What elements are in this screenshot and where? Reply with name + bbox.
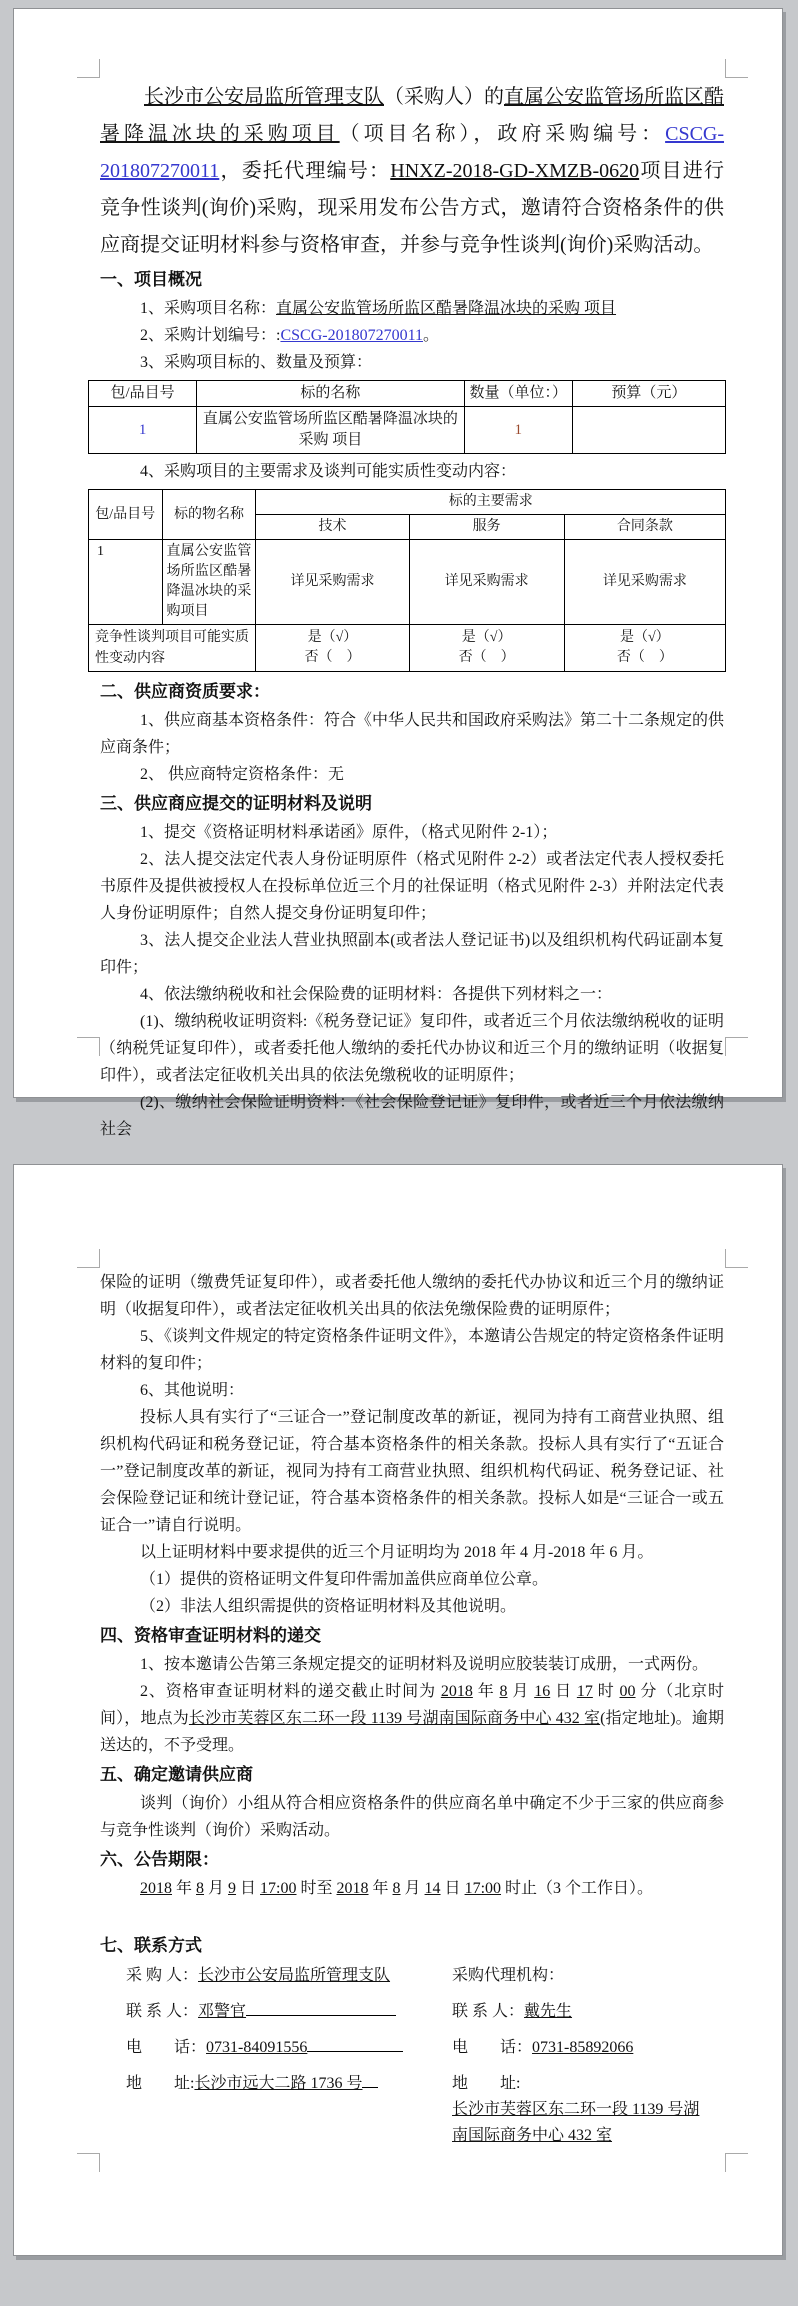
section6-heading: 六、公告期限：: [100, 1850, 219, 1869]
contact-row: [452, 1963, 724, 1989]
cell-qty: [464, 407, 572, 454]
table-row: [89, 625, 726, 672]
col-header-package: 包/品目号: [89, 381, 197, 407]
address-value: 长沙市远大二路 1736 号: [194, 2075, 363, 2092]
margin-crop-mark: [725, 1037, 748, 1056]
section3-item5b: 5、《谈判文件规定的特定资格条件证明文件》，本邀请公告规定的特定资格条件证明材料的复印件；: [100, 1328, 725, 1372]
cell-yes-no-contract: [564, 625, 725, 672]
yes-option: 是（√）: [620, 630, 670, 645]
contact-row: [452, 2071, 724, 2149]
margin-crop-mark: [725, 59, 748, 78]
phone-value: 0731-84091556: [206, 2039, 308, 2056]
section3-item5: (1)、缴纳税收证明资料:《税务登记证》复印件，或者近三个月依法缴纳税收的证明（纳税凭证复印件），或者委托他人缴纳的委托代办协议和近三个月的缴纳证明（收据复印件），或者法定征收机关出具的依法免缴税收的证明原件；: [100, 1013, 724, 1084]
text-segment: 17:00: [464, 1880, 502, 1897]
intro-paragraph: [100, 79, 724, 264]
text-segment: 年: [368, 1880, 393, 1897]
section5-heading: 五、确定邀请供应商: [100, 1765, 253, 1784]
section2-heading: 二、供应商资质要求：: [100, 682, 270, 701]
table-row: [89, 407, 726, 454]
text-segment: 长沙市芙蓉区东二环一段 1139 号湖南国际商务中心 432 室: [188, 1710, 601, 1727]
blank-underline: [246, 2000, 396, 2016]
no-option: 否（ ）: [304, 650, 361, 665]
text-segment: CSCG-201807270011: [100, 123, 725, 182]
col-header-tech: 技术: [256, 515, 409, 540]
section3-continuation: 保险的证明（缴费凭证复印件），或者委托他人缴纳的委托代办协议和近三个月的缴纳证明（收据复印件），或者法定征收机关出具的依法免缴保险费的证明原件；: [100, 1274, 724, 1318]
section3-other-note-2: 以上证明材料中要求提供的近三个月证明均为 2018 年 4 月-2018 年 6 月。: [140, 1544, 654, 1561]
margin-crop-mark: [77, 1249, 100, 1268]
text-segment: 时至: [296, 1880, 337, 1897]
address-label: 地 址:: [452, 2075, 521, 2092]
text-segment: 月: [507, 1683, 535, 1700]
vertical-spacer: [100, 1902, 724, 1930]
col-header-subject-name: 标的物名称: [162, 490, 256, 540]
cell-yes-no-tech: [256, 625, 409, 672]
page-1: [13, 8, 783, 1138]
text-segment: 2018: [140, 1880, 172, 1897]
section4-heading: 四、资格审查证明材料的递交: [100, 1626, 321, 1645]
cell-subject: 直属公安监管场所监区酷暑降温冰块的采购 项目: [197, 407, 464, 454]
procurement-subject-table: [88, 380, 726, 454]
contact-person-value: 邓警官: [198, 2003, 247, 2020]
text-segment: 8: [499, 1683, 508, 1700]
cell-package-no: [89, 407, 197, 454]
text-segment: （项目名称），政府采购编号：: [339, 123, 666, 145]
yes-option: 是（√）: [461, 630, 512, 645]
section6-paragraph: [100, 1875, 724, 1902]
col-header-service: 服务: [409, 515, 564, 540]
text-segment: 长沙市公安局监所管理支队: [144, 86, 384, 108]
agency-label: 采购代理机构：: [452, 1967, 565, 1984]
col-header-contract: 合同条款: [564, 515, 725, 540]
address-value: 长沙市芙蓉区东二环一段 1139 号湖南国际商务中心 432 室: [452, 2101, 700, 2144]
contact-row: [126, 1999, 452, 2025]
text-segment: ，委托代理编号：: [219, 160, 391, 182]
section7-heading: 七、联系方式: [100, 1936, 202, 1955]
agency-contact-column: [452, 1963, 724, 2149]
text-segment: (指定地址)。逾期送达的，不予受理。: [100, 1710, 724, 1754]
contact-person-label: 联 系 人：: [126, 2003, 199, 2020]
page-1-content: [14, 9, 782, 1143]
cell-subject-name: 直属公安监管场所监区酷暑降温冰块的采购项目: [162, 540, 256, 625]
text-segment: 9: [228, 1880, 237, 1897]
col-header-budget: 预算（元）: [572, 381, 725, 407]
text-segment: 日: [236, 1880, 261, 1897]
text-segment: （采购人）的: [384, 86, 504, 108]
text-segment: 项目进行竞争性谈判(询价)采购，现采用发布公告方式，邀请符合资格条件的供应商提交证明材料参与资格审查，并参与竞争性谈判(询价)采购活动。: [100, 160, 725, 256]
no-option: 否（ ）: [458, 650, 515, 665]
text-segment: 时止（3 个工作日）。: [501, 1880, 654, 1897]
margin-crop-mark: [77, 59, 100, 78]
text-segment: 17:00: [260, 1880, 297, 1897]
col-header-package: 包/品目号: [89, 490, 163, 540]
section1-heading: 一、项目概况: [100, 270, 202, 289]
text-segment: CSCG-201807270011: [280, 327, 423, 344]
text-segment: 月: [400, 1880, 425, 1897]
section1-item2: [100, 322, 724, 349]
text-segment: 2、采购计划编号：:: [140, 327, 281, 344]
page-2: [13, 1164, 783, 2256]
cell-substantive-change-label: 竞争性谈判项目可能实质性变动内容: [89, 625, 256, 672]
section3-item2: 2、法人提交法定代表人身份证明原件（格式见附件 2-2）或者法定代表人授权委托书原件及提供被授权人在投标单位近三个月的社保证明（格式见附件 2-3）并附法定代表人身份证明原件；自然人提交身份证明复印件；: [100, 851, 724, 922]
phone-value: 0731-85892066: [532, 2039, 634, 2056]
cell-budget: [572, 407, 725, 454]
text-segment: 1、采购项目名称：: [140, 300, 277, 317]
cell-yes-no-service: [409, 625, 564, 672]
section1-item1: [100, 295, 724, 322]
contact-row: [126, 1963, 452, 1989]
section3-item1: 1、提交《资格证明材料承诺函》原件，（格式见附件 2-1）；: [140, 824, 558, 841]
margin-crop-mark: [725, 1249, 748, 1268]
section2-item2: 2、 供应商特定资格条件：无: [140, 766, 345, 783]
section3-heading: 三、供应商应提交的证明材料及说明: [100, 794, 372, 813]
section2-item1: 1、供应商基本资格条件：符合《中华人民共和国政府采购法》第二十二条规定的供应商条件；: [100, 712, 725, 756]
cell-package-no: 1: [89, 540, 163, 625]
text-segment: 分（北京时间），地点为: [100, 1683, 724, 1727]
section3-item3: 3、法人提交企业法人营业执照副本(或者法人登记证书)以及组织机构代码证副本复印件；: [100, 932, 724, 976]
phone-label: 电 话：: [452, 2039, 533, 2056]
text-segment: 16: [534, 1683, 551, 1700]
text-segment: HNXZ-2018-GD-XMZB-0620: [390, 160, 640, 182]
text-segment: 00: [619, 1683, 636, 1700]
section1-item4: 4、采购项目的主要需求及谈判可能实质性变动内容：: [140, 463, 517, 480]
contact-row: [452, 2035, 724, 2061]
cell-contract: 详见采购需求: [564, 540, 725, 625]
yes-option: 是（√）: [307, 630, 358, 645]
margin-crop-mark: [77, 1037, 100, 1056]
table-header-row: [89, 381, 726, 407]
text-segment: 14: [424, 1880, 441, 1897]
section4-item2: [100, 1678, 724, 1759]
purchaser-label: 采 购 人：: [126, 1967, 199, 1984]
table-row: [89, 540, 726, 625]
section3-item6b: 6、其他说明：: [140, 1382, 245, 1399]
contact-block: [100, 1963, 724, 2149]
col-header-qty: 数量（单位：）: [464, 381, 572, 407]
text-segment: 1: [514, 421, 522, 438]
text-segment: 月: [204, 1880, 229, 1897]
requirements-table: [88, 489, 726, 672]
text-segment: 直属公安监管场所监区酷暑降温冰块的采购项目: [100, 86, 724, 145]
page-2-content: [14, 1165, 782, 2149]
table-header-row: [89, 490, 726, 515]
text-segment: 2、资格审查证明材料的递交截止时间为: [140, 1683, 441, 1700]
blank-underline: [307, 2036, 403, 2052]
section3-item6: (2)、缴纳社会保险证明资料：《社会保险登记证》复印件，或者近三个月依法缴纳社会: [100, 1094, 724, 1138]
section3-note-2: （2）非法人组织需提供的资格证明材料及其他说明。: [140, 1598, 517, 1615]
text-segment: 1: [138, 421, 147, 438]
section1-item3: 3、采购项目标的、数量及预算：: [140, 354, 373, 371]
margin-crop-mark: [725, 2153, 748, 2172]
col-header-subject: 标的名称: [197, 381, 464, 407]
phone-label: 电 话：: [126, 2039, 207, 2056]
contact-row: [126, 2035, 452, 2061]
contact-row: [452, 1999, 724, 2025]
address-label: 地 址:: [126, 2075, 195, 2092]
text-segment: 2018: [440, 1683, 473, 1700]
text-segment: 日: [550, 1683, 577, 1700]
text-segment: 2018: [336, 1880, 369, 1897]
no-option: 否（ ）: [616, 650, 673, 665]
blank-underline: [362, 2072, 378, 2088]
contact-person-label: 联 系 人：: [452, 2003, 525, 2020]
text-segment: 8: [196, 1880, 205, 1897]
section4-item1: 1、按本邀请公告第三条规定提交的证明材料及说明应胶装装订成册，一式两份。: [140, 1656, 709, 1673]
text-segment: 直属公安监管场所监区酷暑降温冰块的采购 项目: [276, 300, 617, 317]
text-segment: 。: [422, 327, 439, 344]
text-segment: 年: [172, 1880, 197, 1897]
section3-other-note-1: 投标人具有实行了“三证合一”登记制度改革的新证，视同为持有工商营业执照、组织机构代码证和税务登记证，符合基本资格条件的相关条款。投标人具有实行了“五证合一”登记制度改革的新证，视同为持有工商营业执照、组织机构代码证、税务登记证、社会保险登记证和统计登记证，符合基本资格条件的相关条款。投标人如是“三证合一或五证合一”请自行说明。: [100, 1409, 724, 1534]
section3-item4: 4、依法缴纳税收和社会保险费的证明材料：各提供下列材料之一：: [140, 986, 613, 1003]
purchaser-contact-column: [100, 1963, 452, 2149]
cell-tech: 详见采购需求: [256, 540, 409, 625]
purchaser-value: 长沙市公安局监所管理支队: [198, 1967, 391, 1984]
text-segment: 日: [440, 1880, 465, 1897]
cell-service: 详见采购需求: [409, 540, 564, 625]
contact-person-value: 戴先生: [524, 2003, 573, 2020]
section3-note-1: （1）提供的资格证明文件复印件需加盖供应商单位公章。: [140, 1571, 549, 1588]
text-segment: 17: [576, 1683, 593, 1700]
text-segment: 时: [592, 1683, 620, 1700]
text-segment: 年: [472, 1683, 500, 1700]
col-header-main-requirements: 标的主要需求: [256, 490, 726, 515]
contact-row: [126, 2071, 452, 2097]
margin-crop-mark: [77, 2153, 100, 2172]
section5-paragraph: 谈判（询价）小组从符合相应资格条件的供应商名单中确定不少于三家的供应商参与竞争性谈判（询价）采购活动。: [100, 1795, 724, 1839]
text-segment: 8: [392, 1880, 401, 1897]
